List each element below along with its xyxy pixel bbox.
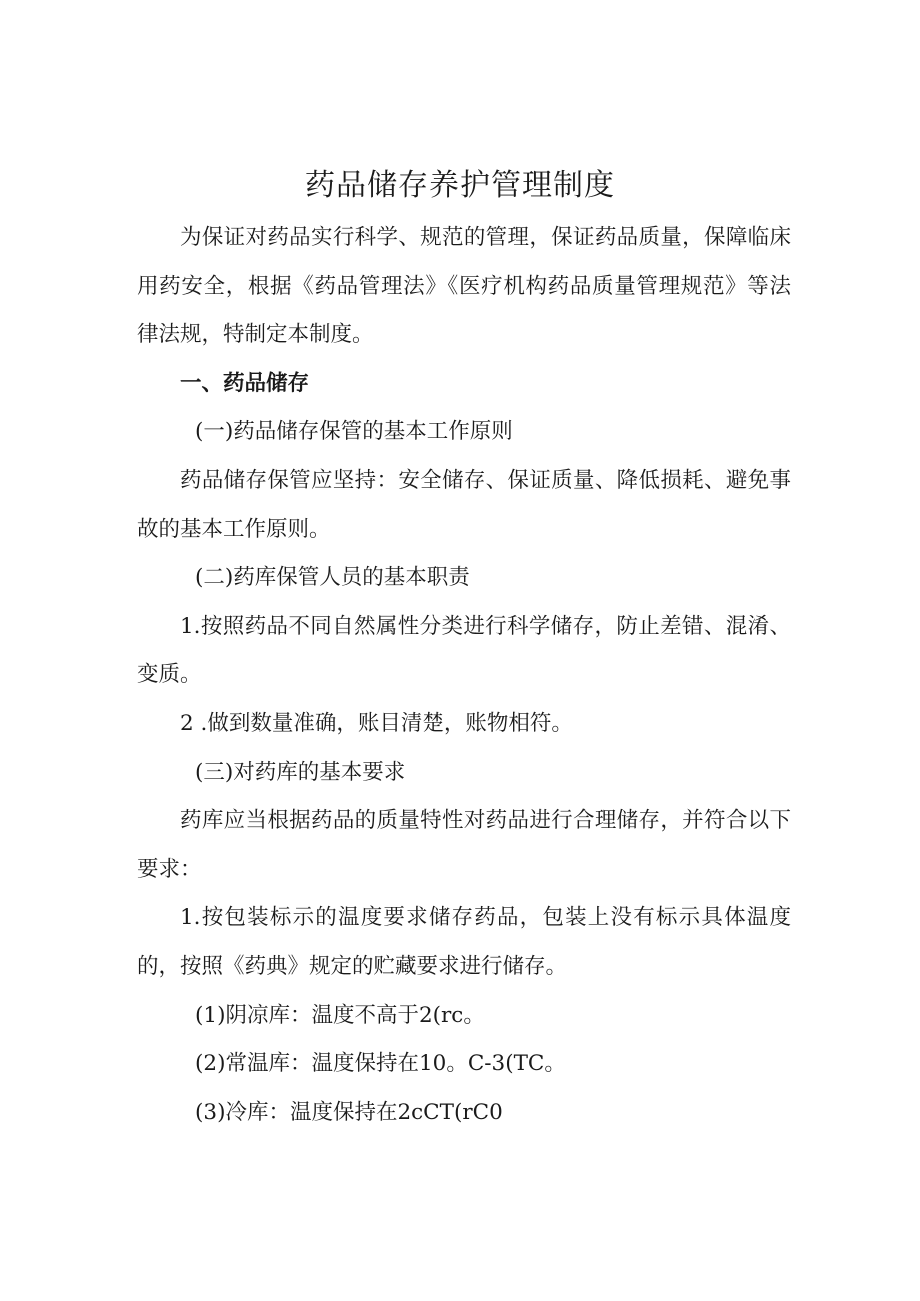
subsection-heading-principles: (一)药品储存保管的基本工作原则 [195,419,513,445]
storage-item-cool: (1)阴凉库：温度不高于2(rc。 [195,1002,485,1028]
requirements-paragraph: 药库应当根据药品的质量特性对药品进行合理储存，并符合以下要求： [137,808,791,882]
principles-paragraph: 药品储存保管应坚持：安全储存、保证质量、降低损耗、避免事故的基本工作原则。 [137,467,791,542]
storage-item-cold: (3)冷库：温度保持在2cCT(rC0 [195,1099,503,1125]
document-body [137,214,791,1137]
document-title: 药品储存养护管理制度 [305,168,615,204]
duty-item-1: 1.按照药品不同自然属性分类进行科学储存，防止差错、混淆、变质。 [137,613,791,688]
subsection-heading-requirements: (三)对药库的基本要求 [195,759,406,785]
section-heading-storage: 一、药品储存 [180,370,310,396]
intro-paragraph: 为保证对药品实行科学、规范的管理，保证药品质量，保障临床用药安全，根据《药品管理法》《医疗机构药品质量管理规范》等法律法规，特制定本制度。 [137,225,791,348]
duty-item-2: 2 .做到数量准确，账目清楚，账物相符。 [180,710,573,736]
subsection-heading-duties: (二)药库保管人员的基本职责 [195,565,470,591]
storage-item-normal: (2)常温库：温度保持在10。C-3(TC。 [195,1051,566,1077]
requirement-item-1: 1.按包装标示的温度要求储存药品，包装上没有标示具体温度的，按照《药典》规定的贮藏要求进行储存。 [137,905,791,979]
